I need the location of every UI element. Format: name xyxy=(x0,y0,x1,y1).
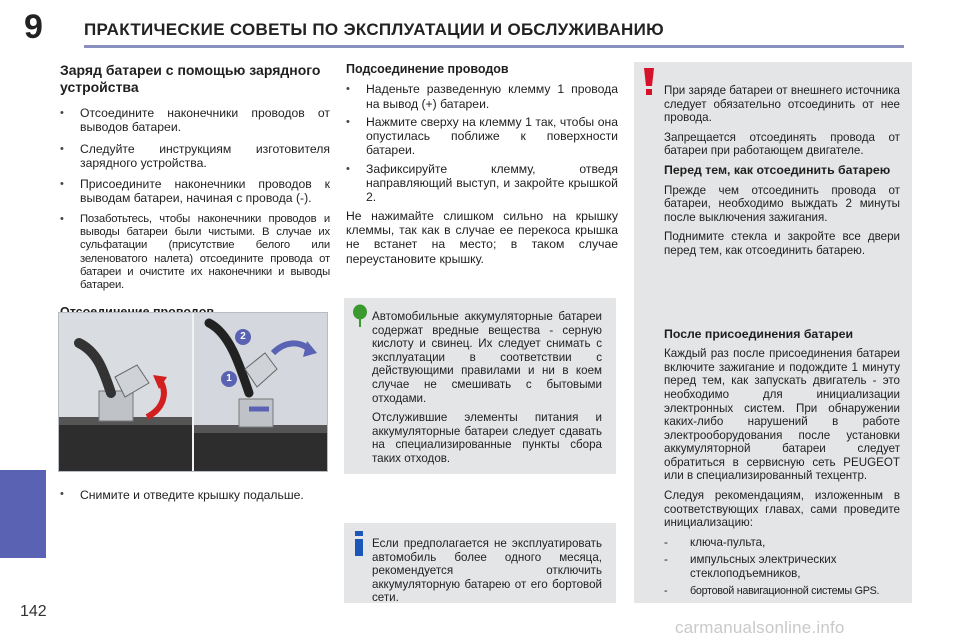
dash-marker-icon: - xyxy=(664,535,668,549)
list-item: - бортовой навигационной системы GPS. xyxy=(664,584,880,597)
after-connect-title: После присоединения батареи xyxy=(664,326,854,341)
info-icon xyxy=(352,531,366,557)
environment-note-paragraph: Автомобильные аккумуляторные батареи содержат вредные вещества - серную кислоту и свинец. Их следует снимать с эксплуатации в соответствии с действующими правилами и ни в коем случае не смешивать с бытовыми отходами. xyxy=(372,310,602,405)
warning-paragraph: Следуя рекомендациям, изложенным в соответствующих главах, сами проведите инициализацию: xyxy=(664,489,900,530)
figure-divider xyxy=(192,313,194,471)
spacer xyxy=(664,264,900,328)
battery-terminal-illustration xyxy=(58,312,328,472)
callout-badge-1: 1 xyxy=(221,371,237,387)
warning-paragraph: Запрещается отсоединять провода от батареи при работающем двигателе. xyxy=(664,130,900,158)
list-item: - ключа-пульта, xyxy=(664,535,766,549)
header-rule xyxy=(84,45,904,48)
bullet-marker-icon: • xyxy=(346,115,350,128)
page-header xyxy=(0,0,960,52)
cover-note: Не нажимайте слишком сильно на крышку клеммы, так как в случае ее перекоса крышка не встанет на место; в таком случае переустановите крышку. xyxy=(346,208,618,266)
list-item: • Наденьте разведенную клемму 1 провода на вывод (+) батареи. xyxy=(346,82,618,111)
remove-cover-step xyxy=(60,488,330,509)
list-item: • Отсоедините наконечники проводов от выводов батареи. xyxy=(60,106,330,135)
page-number: 142 xyxy=(20,603,47,620)
charging-title: Заряд батареи с помощью зарядного устройства xyxy=(60,62,321,95)
list-item: • Нажмите сверху на клемму 1 так, чтобы она опустилась поближе к поверхности батареи. xyxy=(346,114,618,158)
info-note-text: Если предполагается не эксплуатировать автомобиль более одного месяца, рекомендуется отключить аккумуляторную батарею от его бортовой сети. xyxy=(372,537,602,605)
info-note-box xyxy=(344,523,616,603)
connect-steps xyxy=(346,82,618,204)
charging-steps xyxy=(60,106,330,293)
chapter-number: 9 xyxy=(24,8,43,46)
list-item: • Зафиксируйте клемму, отведя направляющий выступ, и закройте крышкой 2. xyxy=(346,161,618,205)
list-item: • Следуйте инструкциям изготовителя зарядного устройства. xyxy=(60,141,330,170)
remove-cover-list xyxy=(60,488,330,502)
before-disconnect-title: Перед тем, как отсоединить батарею xyxy=(664,162,891,177)
left-column xyxy=(60,62,330,325)
warning-paragraph: При заряде батареи от внешнего источника следует обязательно отсоединить от нее провода. xyxy=(664,84,900,125)
environment-note-paragraph: Отслужившие элементы питания и аккумуляторные батареи следует сдавать на специализированные пункты сбора таких отходов. xyxy=(372,411,602,465)
chapter-side-tab xyxy=(0,470,46,558)
chapter-title: ПРАКТИЧЕСКИЕ СОВЕТЫ ПО ЭКСПЛУАТАЦИИ И ОБСЛУЖИВАНИЮ xyxy=(84,20,664,39)
dash-marker-icon: - xyxy=(664,553,668,567)
middle-column xyxy=(346,62,618,272)
leaf-icon xyxy=(352,304,368,328)
warning-box xyxy=(634,62,912,603)
bullet-marker-icon: • xyxy=(346,83,350,96)
list-item: - импульсных электрических стеклоподъемников, xyxy=(664,553,837,581)
bullet-marker-icon: • xyxy=(60,212,64,225)
warning-paragraph: Прежде чем отсоединить провода от батареи, необходимо выждать 2 минуты после выключения зажигания. xyxy=(664,183,900,224)
list-item: • Позаботьтесь, чтобы наконечники проводов и выводы батареи были чистыми. В случае их сульфатации (присутствие белого или зеленоватого налета) отсоедините провода от батареи и очистите их наконечники и выводы батареи. xyxy=(60,212,330,292)
watermark: carmanualsonline.info xyxy=(675,618,845,637)
list-item: • Присоедините наконечники проводов к выводам батареи, начиная с провода (-). xyxy=(60,177,330,206)
bullet-marker-icon: • xyxy=(60,488,64,500)
bullet-marker-icon: • xyxy=(60,142,64,155)
dash-marker-icon: - xyxy=(664,584,668,597)
environment-note-box xyxy=(344,298,616,474)
warning-paragraph: Каждый раз после присоединения батареи включите зажигание и подождите 1 минуту перед тем, как запускать двигатель - это необходимо для инициализации электронных систем. При обнаружении каких-либо нарушений в работе электрооборудования после установки аккумуляторной батареи следует обратиться в сервисную сеть PEUGEOT или в специализированный техцентр. xyxy=(664,347,900,483)
bullet-marker-icon: • xyxy=(60,178,64,191)
warning-exclamation-icon xyxy=(642,68,656,96)
list-item: • Снимите и отведите крышку подальше. xyxy=(60,488,304,502)
initialization-list xyxy=(664,536,900,598)
bullet-marker-icon: • xyxy=(60,107,64,119)
callout-badge-2: 2 xyxy=(235,329,251,345)
warning-paragraph: Поднимите стекла и закройте все двери перед тем, как отсоединить батарею. xyxy=(664,230,900,257)
bullet-marker-icon: • xyxy=(346,162,350,175)
connect-title: Подсоединение проводов xyxy=(346,62,509,76)
